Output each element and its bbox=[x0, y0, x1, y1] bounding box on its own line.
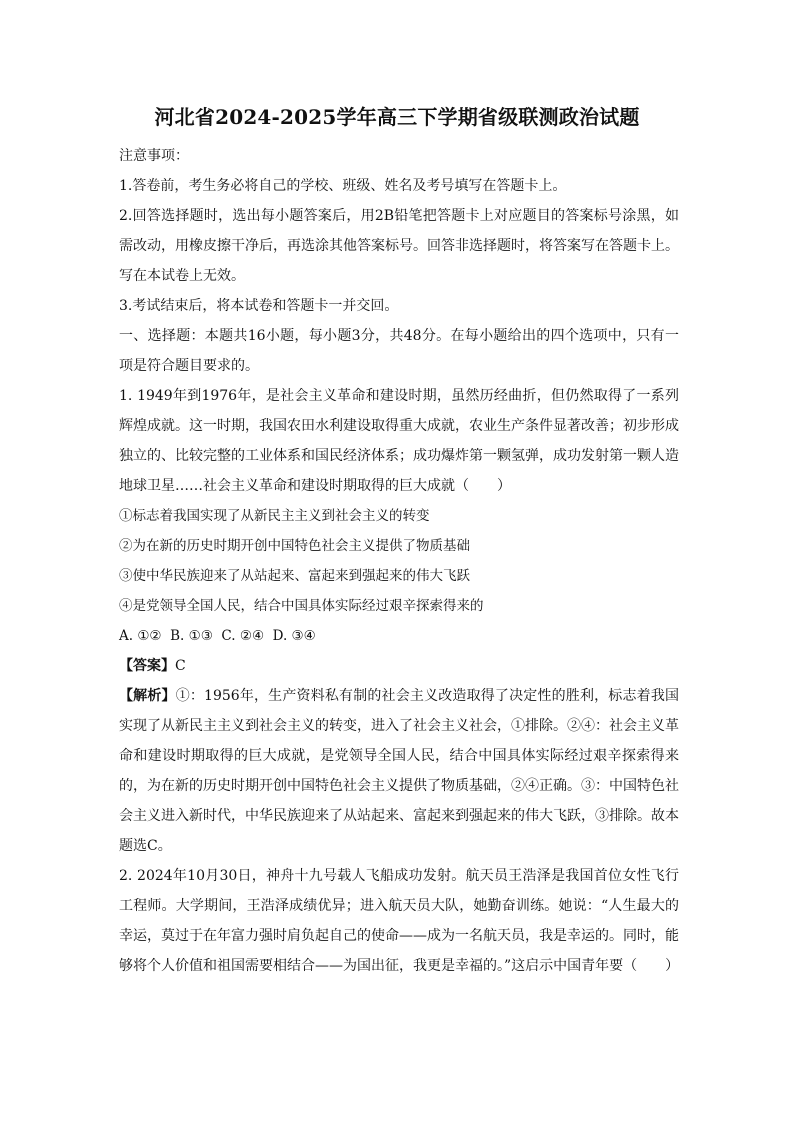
question-1-choices: A. ①② B. ①③ C. ②④ D. ③④ bbox=[119, 628, 316, 644]
notice-item-3: 3.考试结束后，将本试卷和答题卡一并交回。 bbox=[119, 298, 399, 314]
question-1-option-4: ④是党领导全国人民，结合中国具体实际经过艰辛探索得来的 bbox=[119, 598, 484, 614]
question-2-stem: 2. 2024年10月30日，神舟十九号载人飞船成功发射。航天员王浩泽是我国首位女性飞行工程师。大学期间，王浩泽成绩优异；进入航天员大队，她勤奋训练。她说：“人生最大的幸运，莫过于在年富力强时肩负起自己的使命——成为一名航天员，我是幸运的。同时，能够将个人价值和祖国需要相结合——为国出征，我更是幸福的。”这启示中国青年要（ ） bbox=[119, 868, 680, 974]
question-1-stem: 1. 1949年到1976年，是社会主义革命和建设时期，虽然历经曲折，但仍然取得了一系列辉煌成就。这一时期，我国农田水利建设取得重大成就，农业生产条件显著改善；初步形成独立的、比较完整的工业体系和国民经济体系；成功爆炸第一颗氢弹，成功发射第一颗人造地球卫星……社会主义革命和建设时期取得的巨大成就（ ） bbox=[119, 388, 679, 494]
analysis-tag: 【解析】 bbox=[119, 688, 176, 704]
question-1-option-2: ②为在新的历史时期开创中国特色社会主义提供了物质基础 bbox=[119, 538, 470, 554]
exam-content bbox=[119, 141, 679, 981]
analysis-text: ①：1956年，生产资料私有制的社会主义改造取得了决定性的胜利，标志着我国实现了从新民主主义到社会主义的转变，进入了社会主义社会，①排除。②④：社会主义革命和建设时期取得的巨大成就，是党领导全国人民，结合中国具体实际经过艰辛探索得来的，为在新的历史时期开创中国特色社会主义提供了物质基础，②④正确。③：中国特色社会主义进入新时代，中华民族迎来了从站起来、富起来到强起来的伟大飞跃，③排除。故本题选C。 bbox=[119, 688, 679, 854]
section-heading: 一、选择题：本题共16小题，每小题3分，共48分。在每小题给出的四个选项中，只有一项是符合题目要求的。 bbox=[119, 328, 679, 374]
notice-item-1: 1.答卷前，考生务必将自己的学校、班级、姓名及考号填写在答题卡上。 bbox=[119, 178, 567, 194]
page-title: 河北省2024-2025学年高三下学期省级联测政治试题 bbox=[154, 105, 640, 129]
notice-heading: 注意事项： bbox=[119, 148, 189, 164]
question-1-analysis bbox=[119, 681, 679, 861]
question-1-option-3: ③使中华民族迎来了从站起来、富起来到强起来的伟大飞跃 bbox=[119, 568, 470, 584]
question-1-answer bbox=[119, 651, 679, 681]
question-1-option-1: ①标志着我国实现了从新民主主义到社会主义的转变 bbox=[119, 508, 430, 524]
answer-value: C bbox=[175, 658, 186, 674]
notice-item-2: 2.回答选择题时，选出每小题答案后，用2B铅笔把答题卡上对应题目的答案标号涂黑，如需改动，用橡皮擦干净后，再选涂其他答案标号。回答非选择题时，将答案写在答题卡上。写在本试卷上无效。 bbox=[119, 208, 679, 284]
answer-tag: 【答案】 bbox=[119, 658, 175, 674]
